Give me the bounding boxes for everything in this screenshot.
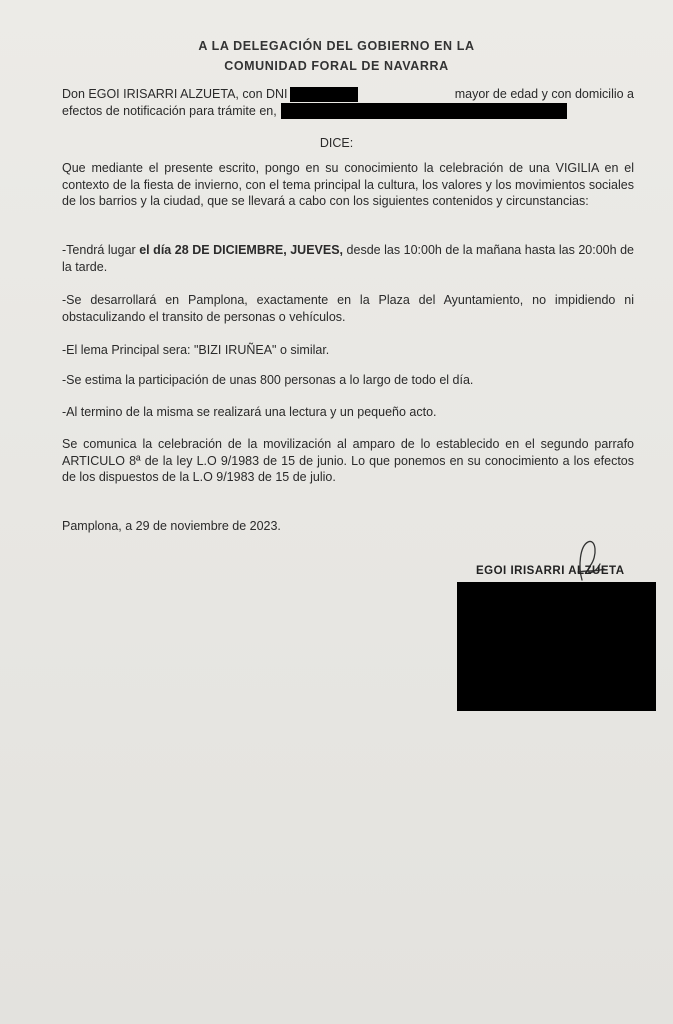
signature-name: EGOI IRISARRI ALZUETA (476, 565, 625, 577)
item-date-pre: -Tendrá lugar (62, 243, 140, 257)
dice-label: DICE: (319, 136, 354, 150)
intro-paragraph (62, 86, 634, 119)
item-date-post: desde las 10:00h de la mañana hasta las 20:00h de la tarde. (62, 243, 634, 274)
heading-line-1: A LA DELEGACIÓN DEL GOBIERNO EN LA (198, 39, 475, 53)
paragraph-intro-vigilia: Que mediante el presente escrito, pongo en su conocimiento la celebración de una VIGILIA en el contexto de la fiesta de invierno, con el tema principal la cultura, los valores y los movimientos sociales de los barrios y la ciudad, que se llevará a cabo con los siguientes contenidos y circunstancias: (62, 161, 634, 208)
item-participation: -Se estima la participación de unas 800 personas a lo largo de todo el día. (62, 373, 474, 387)
heading-line-2: COMUNIDAD FORAL DE NAVARRA (224, 59, 449, 73)
signature-scribble-icon (560, 536, 610, 586)
item-location: -Se desarrollará en Pamplona, exactamente en la Plaza del Ayuntamiento, no impidiendo ni obstaculizando el transito de personas o vehículos. (62, 293, 634, 324)
redacted-signature-block (457, 582, 656, 711)
date-line: Pamplona, a 29 de noviembre de 2023. (62, 519, 281, 533)
redacted-dni (290, 87, 358, 102)
item-date (62, 242, 634, 275)
item-date-bold: el día 28 DE DICIEMBRE, JUEVES, (139, 243, 344, 257)
intro-text-1: Don EGOI IRISARRI ALZUETA, con DNI (62, 87, 288, 101)
intro-text-2: mayor de edad y con domicilio a (454, 87, 634, 101)
item-lema: -El lema Principal sera: "BIZI IRUÑEA" o similar. (62, 343, 330, 357)
document-heading (0, 36, 673, 76)
redacted-address (281, 103, 567, 119)
paragraph-legal: Se comunica la celebración de la movilización al amparo de lo establecido en el segundo parrafo ARTICULO 8ª de la ley L.O 9/1983 de 15 de junio. Lo que ponemos en su conocimiento a los efectos de los dispuestos de la L.O 9/1983 de 15 de julio. (62, 437, 634, 484)
item-closing-act: -Al termino de la misma se realizará una lectura y un pequeño acto. (62, 405, 437, 419)
intro-text-3: efectos de notificación para trámite en, (62, 103, 277, 118)
